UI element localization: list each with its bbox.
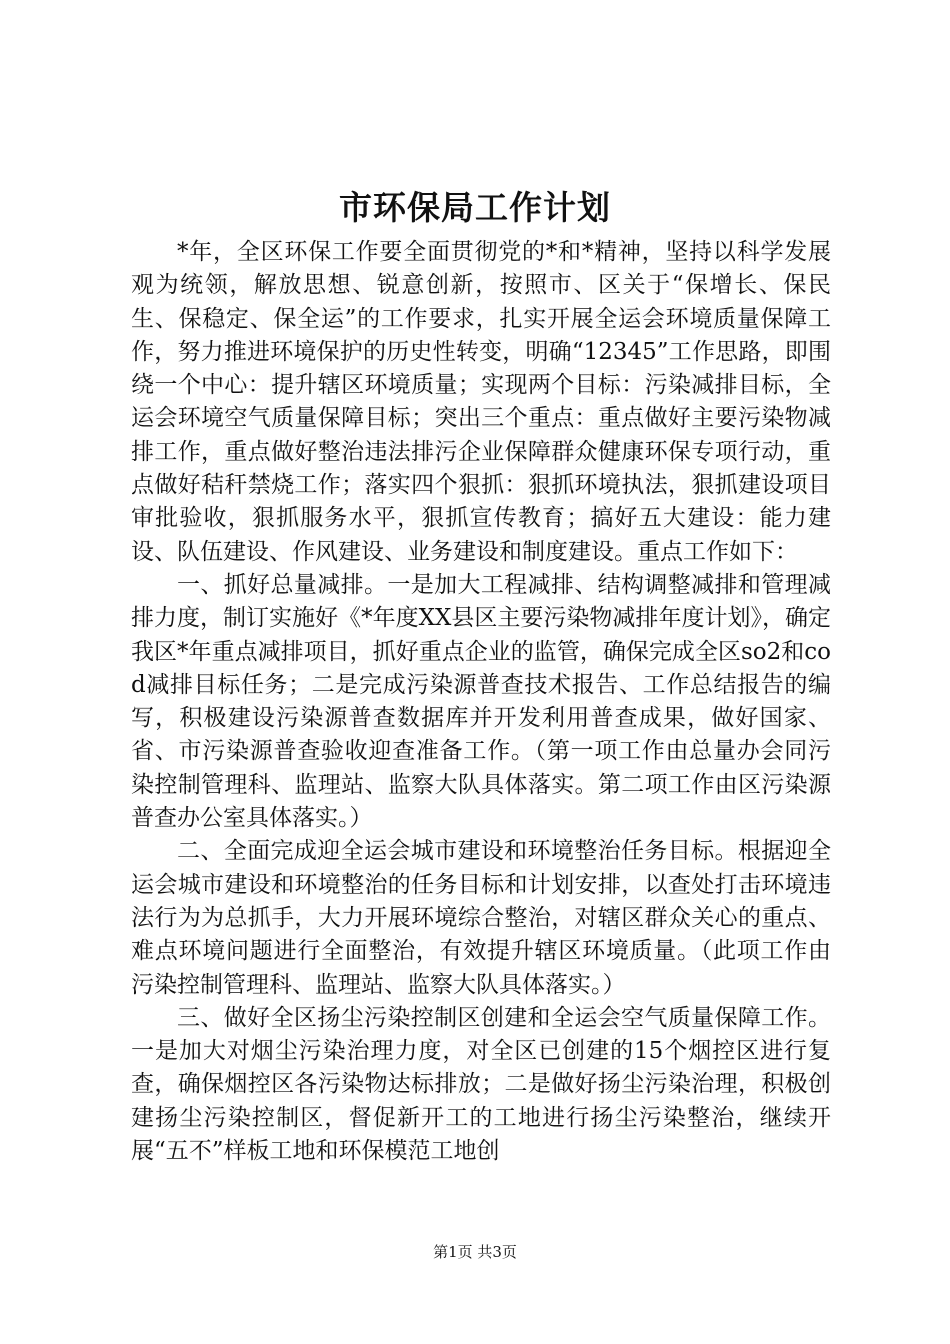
- paragraph-intro: *年，全区环保工作要全面贯彻党的*和*精神，坚持以科学发展观为统领，解放思想、锐意创新，按照市、区关于“保增长、保民生、保稳定、保全运”的工作要求，扎实开展全运会环境质量保障工作，努力推进环境保护的历史性转变，明确“12345”工作思路，即围绕一个中心：提升辖区环境质量；实现两个目标：污染减排目标，全运会环境空气质量保障目标；突出三个重点：重点做好主要污染物减排工作，重点做好整治违法排污企业保障群众健康环保专项行动，重点做好秸秆禁烧工作；落实四个狠抓：狠抓环境执法，狠抓建设项目审批验收，狠抓服务水平，狠抓宣传教育；搞好五大建设：能力建设、队伍建设、作风建设、业务建设和制度建设。重点工作如下：: [131, 239, 831, 565]
- document-body: [131, 236, 831, 1168]
- page-number-footer: 第1页 共3页: [433, 1243, 517, 1261]
- paragraph-section-3: 三、做好全区扬尘污染控制区创建和全运会空气质量保障工作。一是加大对烟尘污染治理力度，对全区已创建的15个烟控区进行复查，确保烟控区各污染物达标排放；二是做好扬尘污染治理，积极创建扬尘污染控制区，督促新开工的工地进行扬尘污染整治，继续开展“五不”样板工地和环保模范工地创: [131, 1004, 831, 1165]
- paragraph-section-1: 一、抓好总量减排。一是加大工程减排、结构调整减排和管理减排力度，制订实施好《*年度XX县区主要污染物减排年度计划》，确定我区*年重点减排项目，抓好重点企业的监管，确保完成全区so2和cod减排目标任务；二是完成污染源普查技术报告、工作总结报告的编写，积极建设污染源普查数据库并开发利用普查成果，做好国家、省、市污染源普查验收迎查准备工作。（第一项工作由总量办会同污染控制管理科、监理站、监察大队具体落实。第二项工作由区污染源普查办公室具体落实。）: [131, 571, 831, 832]
- paragraph-section-2: 二、全面完成迎全运会城市建设和环境整治任务目标。根据迎全运会城市建设和环境整治的任务目标和计划安排，以查处打击环境违法行为为总抓手，大力开展环境综合整治，对辖区群众关心的重点、难点环境问题进行全面整治，有效提升辖区环境质量。（此项工作由污染控制管理科、监理站、监察大队具体落实。）: [131, 838, 831, 998]
- document-title: 市环保局工作计划: [339, 188, 611, 227]
